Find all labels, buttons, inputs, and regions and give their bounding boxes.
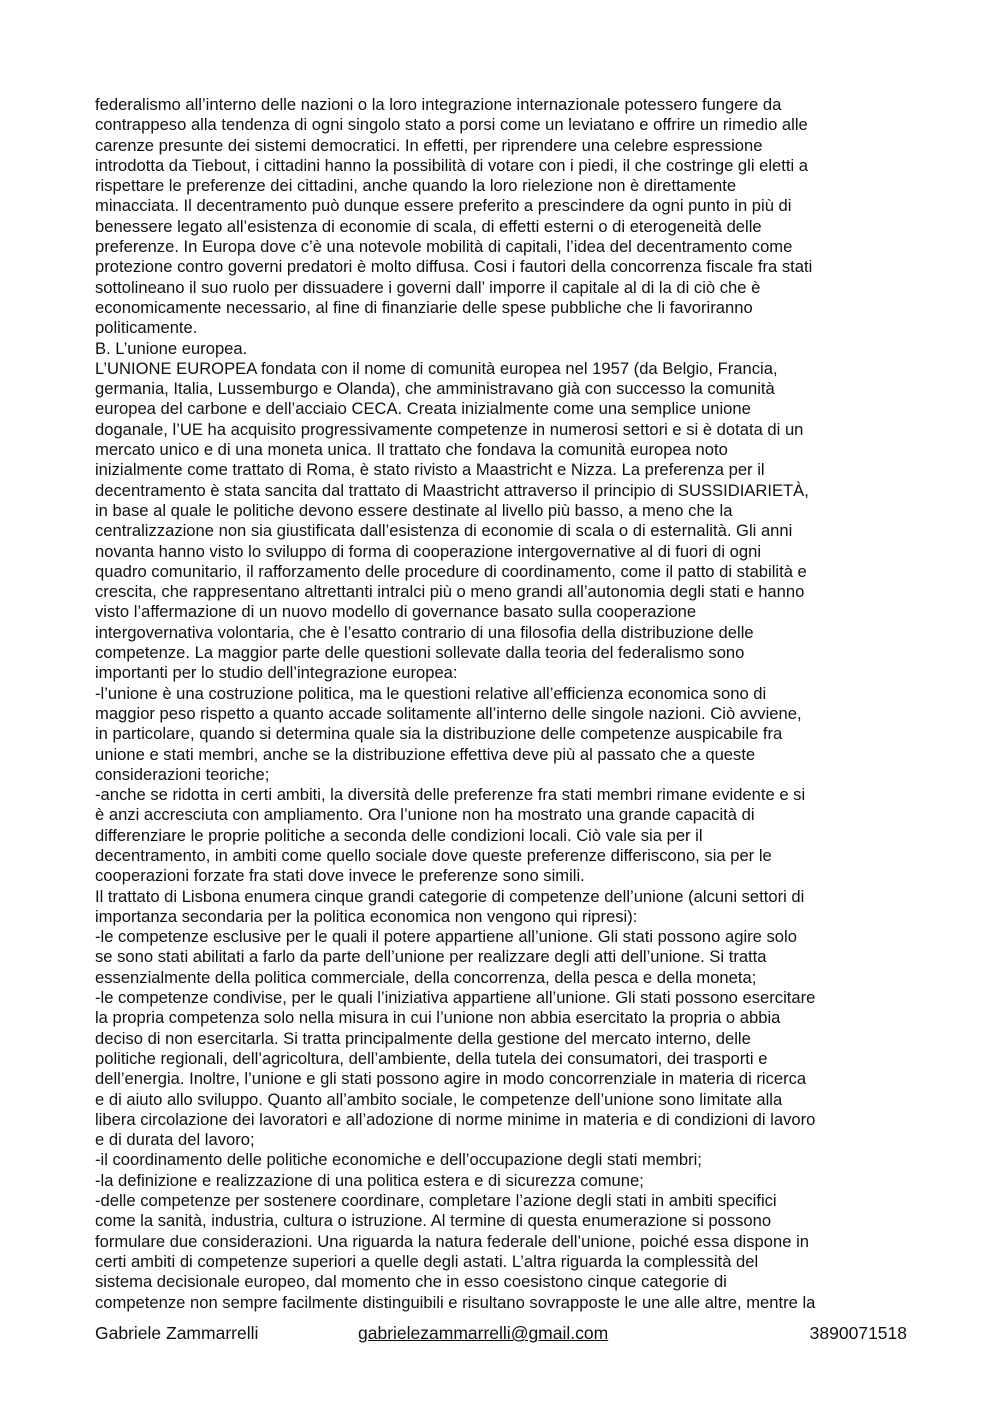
text-line: economicamente necessario, al fine di finanziarie delle spese pubbliche che li favoriranno bbox=[95, 297, 753, 317]
text-line: politiche regionali, dell’agricoltura, dell’ambiente, della tutela dei consumatori, dei trasporti e bbox=[95, 1048, 768, 1068]
text-line: in base al quale le politiche devono essere destinate al livello più basso, a meno che la bbox=[95, 500, 733, 520]
text-line: -il coordinamento delle politiche economiche e dell’occupazione degli stati membri; bbox=[95, 1150, 702, 1170]
text-line: e di aiuto allo sviluppo. Quanto all’ambito sociale, le competenze dell’unione sono limitate alla bbox=[95, 1089, 783, 1109]
text-line: -la definizione e realizzazione di una politica estera e di sicurezza comune; bbox=[95, 1170, 644, 1190]
text-line: visto l’affermazione di un nuovo modello di governance basato sulla cooperazione bbox=[95, 602, 697, 622]
footer-email-link[interactable]: gabrielezammarrelli@gmail.com bbox=[358, 1323, 609, 1343]
text-line: importanti per lo studio dell’integrazione europea: bbox=[95, 663, 458, 683]
text-line: B. L’unione europea. bbox=[95, 338, 248, 358]
text-line: come la sanità, industria, cultura o istruzione. Al termine di questa enumerazione si possono bbox=[95, 1211, 772, 1231]
text-line: formulare due considerazioni. Una riguarda la natura federale dell’unione, poiché essa dispone in bbox=[95, 1231, 809, 1251]
text-line: essenzialmente della politica commerciale, della concorrenza, della pesca e della moneta; bbox=[95, 967, 757, 987]
text-line: doganale, l’UE ha acquisito progressivamente competenze in numerosi settori e si è dotata di un bbox=[95, 419, 804, 439]
text-line: protezione contro governi predatori è molto diffusa. Cosi i fautori della concorrenza fiscale fra stati bbox=[95, 257, 813, 277]
text-line: inizialmente come trattato di Roma, è stato rivisto a Maastricht e Nizza. La preferenza per il bbox=[95, 460, 765, 480]
text-line: carenze presunte dei sistemi democratici. In effetti, per riprendere una celebre espressione bbox=[95, 135, 763, 155]
text-line: competenze. La maggior parte delle questioni sollevate dalla teoria del federalismo sono bbox=[95, 643, 745, 663]
text-line: rispettare le preferenze dei cittadini, anche quando la loro rielezione non è direttamente bbox=[95, 176, 737, 196]
text-line: è anzi accresciuta con ampliamento. Ora l’unione non ha mostrato una grande capacità di bbox=[95, 805, 755, 825]
text-line: maggior peso rispetto a quanto accade solitamente all’interno delle singole nazioni. Ciò avviene, bbox=[95, 703, 802, 723]
text-line: mercato unico e di una moneta unica. Il trattato che fondava la comunità europea noto bbox=[95, 440, 728, 460]
text-line: decentramento, in ambiti come quello sociale dove queste preferenze differiscono, sia per le bbox=[95, 845, 772, 865]
text-line: differenziare le proprie politiche a seconda delle condizioni locali. Ciò vale sia per il bbox=[95, 825, 703, 845]
text-line: unione e stati membri, anche se la distribuzione effettiva deve più al passato che a queste bbox=[95, 744, 756, 764]
text-line: -delle competenze per sostenere coordinare, completare l’azione degli stati in ambiti specifici bbox=[95, 1191, 777, 1211]
text-line: e di durata del lavoro; bbox=[95, 1130, 255, 1150]
text-line: quadro comunitario, il rafforzamento delle procedure di coordinamento, come il patto di stabilità e bbox=[95, 561, 807, 581]
page-footer bbox=[95, 1322, 907, 1344]
text-line: intergovernativa volontaria, che è l’esatto contrario di una filosofia della distribuzione delle bbox=[95, 622, 754, 642]
text-line: politicamente. bbox=[95, 318, 198, 338]
text-line: sottolineano il suo ruolo per dissuadere i governi dall’ imporre il capitale al di la di ciò che è bbox=[95, 277, 761, 297]
text-line: deciso di non esercitarla. Si tratta principalmente della gestione del mercato interno, delle bbox=[95, 1028, 751, 1048]
text-line: la propria competenza solo nella misura in cui l’unione non abbia esercitato la propria o abbia bbox=[95, 1008, 781, 1028]
text-line: minacciata. Il decentramento può dunque essere preferito a prescindere da ogni punto in più di bbox=[95, 196, 792, 216]
text-line: -le competenze esclusive per le quali il potere appartiene all’unione. Gli stati possono agire solo bbox=[95, 927, 797, 947]
text-line: -le competenze condivise, per le quali l’iniziativa appartiene all’unione. Gli stati possono esercitare bbox=[95, 988, 816, 1008]
text-line: -l’unione è una costruzione politica, ma le questioni relative all’efficienza economica sono di bbox=[95, 683, 767, 703]
text-line: -anche se ridotta in certi ambiti, la diversità delle preferenze fra stati membri rimane evidente e si bbox=[95, 785, 806, 805]
text-line: in particolare, quando si determina quale sia la distribuzione delle competenze auspicabile fra bbox=[95, 724, 783, 744]
text-line: federalismo all’interno delle nazioni o la loro integrazione internazionale potessero fungere da bbox=[95, 95, 782, 114]
body-text bbox=[95, 95, 907, 1313]
text-line: importanza secondaria per la politica economica non vengono qui ripresi): bbox=[95, 906, 638, 926]
text-line: germania, Italia, Lussemburgo e Olanda), che amministravano già con successo la comunità bbox=[95, 379, 775, 399]
text-line: dell’energia. Inoltre, l’unione e gli stati possono agire in modo concorrenziale in materia di ricerca bbox=[95, 1069, 807, 1089]
text-line: crescita, che rappresentano altrettanti intralci più o meno grandi all’autonomia degli stati e hanno bbox=[95, 582, 805, 602]
text-line: certi ambiti di competenze superiori a quelle degli astati. L’altra riguarda la complessità del bbox=[95, 1251, 759, 1271]
text-line: decentramento è stata sancita dal trattato di Maastricht attraverso il principio di SUSSIDIARIETÀ, bbox=[95, 480, 809, 500]
text-line: europea del carbone e dell’acciaio CECA. Creata inizialmente come una semplice unione bbox=[95, 399, 751, 419]
text-line: contrappeso alla tendenza di ogni singolo stato a porsi come un leviatano e offrire un rimedio alle bbox=[95, 115, 808, 135]
text-line: competenze non sempre facilmente distinguibili e risultano sovrapposte le une alle altre, mentre la bbox=[95, 1292, 816, 1312]
text-line: centralizzazione non sia giustificata dall’esistenza di economie di scala o di esternalità. Gli anni bbox=[95, 521, 793, 541]
text-line: L’UNIONE EUROPEA fondata con il nome di comunità europea nel 1957 (da Belgio, Francia, bbox=[95, 358, 778, 378]
text-line: Il trattato di Lisbona enumera cinque grandi categorie di competenze dell’unione (alcuni settori di bbox=[95, 886, 805, 906]
text-line: cooperazioni forzate fra stati dove invece le preferenze sono simili. bbox=[95, 866, 585, 886]
footer-author: Gabriele Zammarrelli bbox=[95, 1323, 259, 1343]
text-line: considerazioni teoriche; bbox=[95, 764, 270, 784]
text-line: se sono stati abilitati a farlo da parte dell’unione per realizzare degli atti dell’unione. Si tratta bbox=[95, 947, 767, 967]
text-line: introdotta da Tiebout, i cittadini hanno la possibilità di votare con i piedi, il che costringe gli eletti a bbox=[95, 155, 809, 175]
text-line: libera circolazione dei lavoratori e all’adozione di norme minime in materia e di condizioni di lavoro bbox=[95, 1109, 816, 1129]
text-line: sistema decisionale europeo, dal momento che in esso coesistono cinque categorie di bbox=[95, 1272, 727, 1292]
footer-phone: 3890071518 bbox=[809, 1323, 907, 1343]
text-line: preferenze. In Europa dove c’è una notevole mobilità di capitali, l’idea del decentramento come bbox=[95, 237, 793, 257]
text-line: novanta hanno visto lo sviluppo di forma di cooperazione intergovernative al di fuori di ogni bbox=[95, 541, 762, 561]
text-line: benessere legato all’esistenza di economie di scala, di effetti esterni o di eterogeneità delle bbox=[95, 216, 762, 236]
